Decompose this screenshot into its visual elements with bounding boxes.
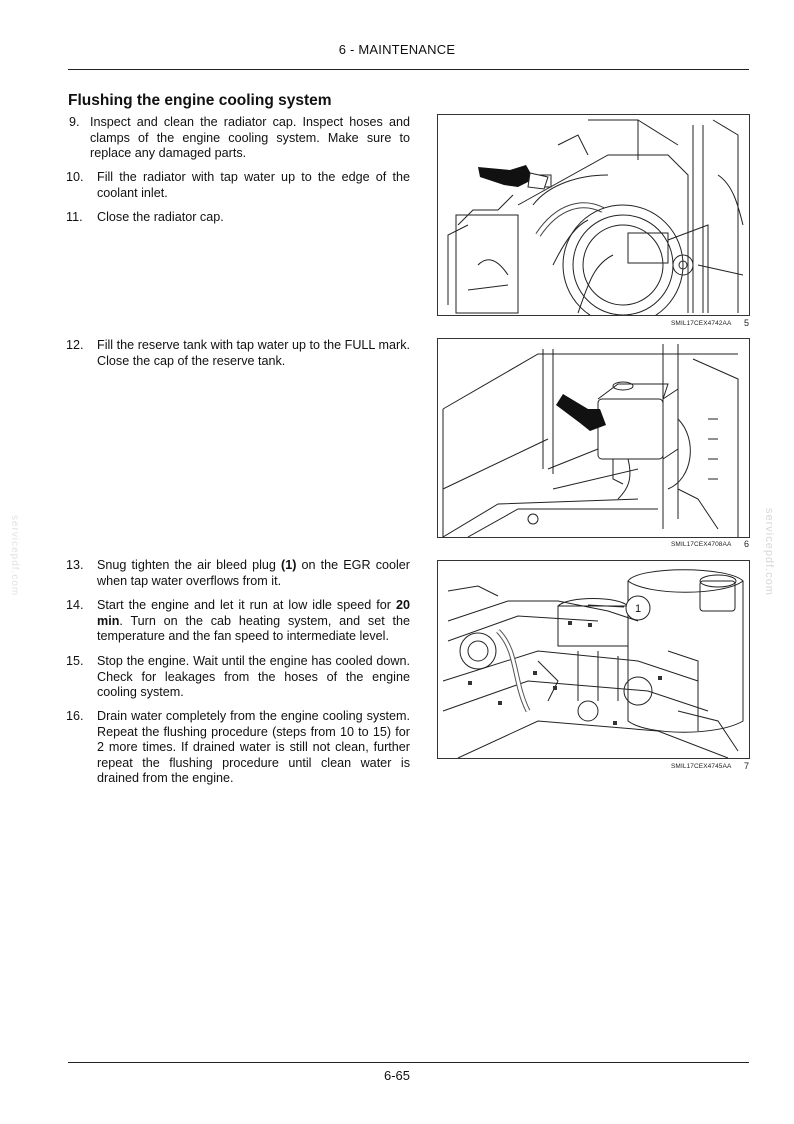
- step-text: Stop the engine. Wait until the engine has cooled down. Check for leakages from the hoses of the engine cooling system.: [97, 654, 410, 700]
- pointer-arrow-icon: [478, 165, 534, 187]
- step-10: [66, 170, 410, 201]
- step-number: 16.: [66, 709, 84, 723]
- step-text: Fill the radiator with tap water up to the edge of the coolant inlet.: [97, 170, 410, 200]
- reserve-tank-illustration: [438, 339, 749, 537]
- footer-rule: [68, 1062, 749, 1063]
- page-number: 6-65: [383, 1068, 411, 1083]
- step-number: 13.: [66, 558, 84, 572]
- step-11: [66, 210, 410, 226]
- callout-label: 1: [634, 603, 642, 615]
- section-title: Flushing the engine cooling system: [68, 92, 332, 109]
- engine-illustration: [438, 561, 749, 758]
- figure-number: 6: [744, 539, 750, 549]
- step-number: 14.: [66, 598, 84, 612]
- step-number: 15.: [66, 654, 84, 668]
- watermark-right: servicepdf.com: [763, 508, 775, 596]
- figure-code: SMIL17CEX4708AA: [671, 541, 732, 548]
- step-number: 12.: [66, 338, 84, 352]
- figure-egr-cooler: [437, 560, 750, 759]
- step-13: [66, 558, 410, 589]
- figure-code: SMIL17CEX4745AA: [671, 763, 732, 770]
- step-text: Close the radiator cap.: [97, 210, 224, 224]
- header-title: 6 - MAINTENANCE: [338, 42, 456, 57]
- figure-reserve-tank: [437, 338, 750, 538]
- step-number: 9.: [69, 115, 80, 129]
- step-number: 11.: [66, 210, 83, 224]
- duration-value: 20 min: [97, 598, 410, 628]
- step-15: [66, 654, 410, 701]
- step-text: Snug tighten the air bleed plug (1) on the EGR cooler when tap water overflows from it.: [97, 558, 410, 588]
- step-9: [66, 115, 410, 162]
- step-text: Inspect and clean the radiator cap. Inspect hoses and clamps of the engine cooling system. Make sure to replace any damaged parts.: [90, 115, 410, 161]
- step-14: [66, 598, 410, 645]
- step-number: 10.: [66, 170, 84, 184]
- step-text: Start the engine and let it run at low idle speed for 20 min. Turn on the cab heating system, and set the temperature and the fan speed to intermediate level.: [97, 598, 410, 644]
- step-16: [66, 709, 410, 787]
- pointer-arrow-icon: [556, 394, 606, 431]
- figure-radiator-cap: [437, 114, 750, 316]
- step-text: Drain water completely from the engine cooling system. Repeat the flushing procedure (steps from 10 to 15) for 2 more times. If drained water is still not clean, further repeat the flushing procedure until clean water is drained from the engine.: [97, 709, 410, 786]
- watermark-left: servicepdf.com: [9, 515, 20, 597]
- figure-code: SMIL17CEX4742AA: [671, 320, 732, 327]
- figure-number: 5: [744, 318, 750, 328]
- radiator-illustration: [438, 115, 749, 315]
- callout-reference: (1): [281, 558, 297, 572]
- header-rule: [68, 69, 749, 70]
- step-12: [66, 338, 410, 369]
- figure-number: 7: [744, 761, 750, 771]
- step-text: Fill the reserve tank with tap water up to the FULL mark. Close the cap of the reserve tank.: [97, 338, 410, 368]
